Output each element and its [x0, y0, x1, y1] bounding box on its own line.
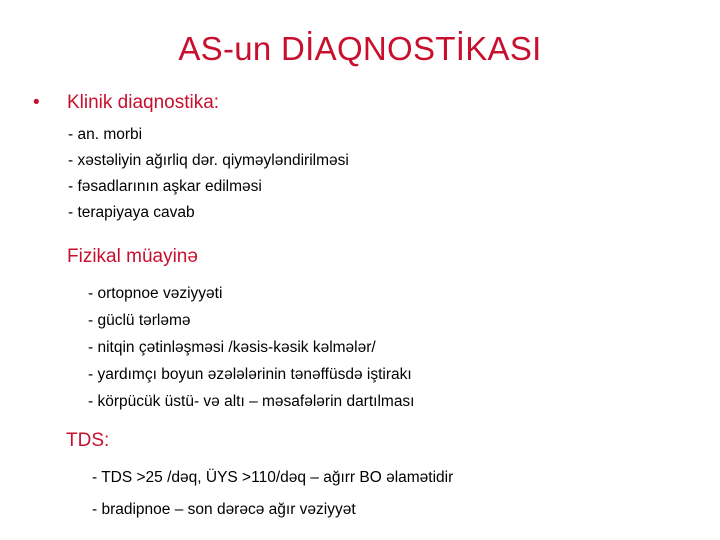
klinik-list: [68, 122, 349, 226]
list-item: - nitqin çətinləşməsi /kəsis-kəsik kəlmələr/: [88, 339, 376, 356]
list-item: - bradipnoe – son dərəcə ağır vəziyyət: [92, 501, 356, 518]
section-heading-tds: TDS:: [66, 430, 110, 451]
list-item: - terapiyaya cavab: [68, 204, 195, 221]
fizikal-list: [88, 280, 415, 415]
page-title: AS-un DİAQNOSTİKASI: [178, 30, 542, 67]
list-item: - fəsadlarının aşkar edilməsi: [68, 178, 262, 195]
section-heading-label: Klinik diaqnostika:: [67, 92, 220, 113]
tds-list: [92, 462, 453, 526]
list-item: - xəstəliyin ağırliq dər. qiyməyləndirilməsi: [68, 152, 349, 169]
list-item: - güclü tərləmə: [88, 312, 191, 329]
list-item: - yardımçı boyun əzələlərinin tənəffüsdə iştirakı: [88, 366, 412, 383]
bullet-icon: •: [33, 92, 40, 113]
section-heading-klinik: [33, 92, 219, 114]
list-item: - ortopnoe vəziyyəti: [88, 285, 223, 302]
list-item: - an. morbi: [68, 126, 143, 143]
list-item: - körpücük üstü- və altı – məsafələrin dartılması: [88, 393, 415, 410]
list-item: - TDS >25 /dəq, ÜYS >110/dəq – ağırr BO əlamətidir: [92, 469, 454, 486]
section-heading-fizikal: Fizikal müayinə: [67, 246, 198, 267]
